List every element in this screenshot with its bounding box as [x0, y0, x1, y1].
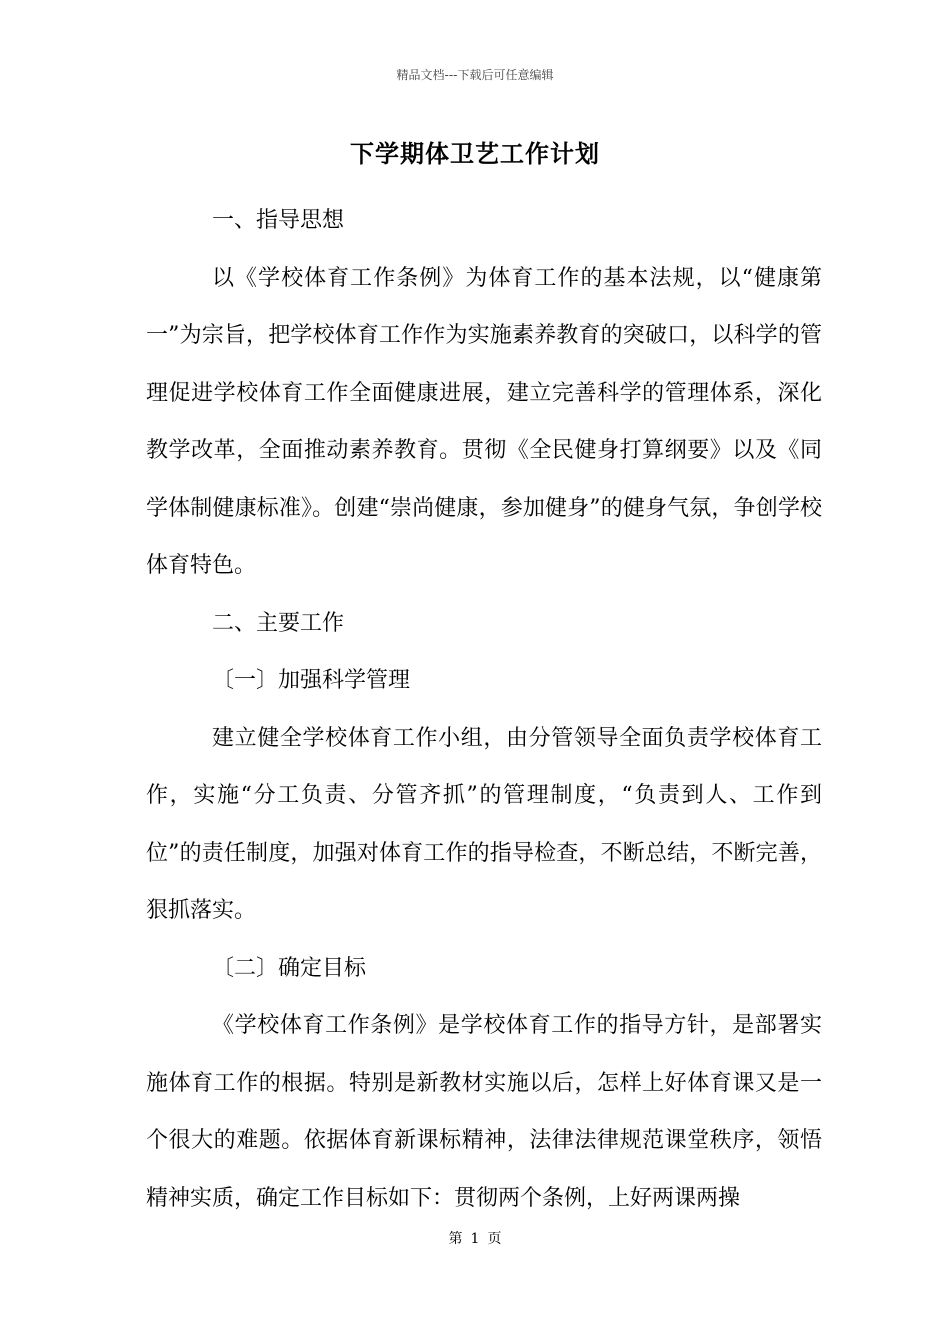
page-footer — [0, 1228, 950, 1248]
section-heading-1: 一、指导思想 — [212, 208, 345, 233]
paragraph-management: 建立健全学校体育工作小组，由分管领导全面负责学校体育工作，实施“分工负责、分管齐抓”的管理制度，“负责到人、工作到位”的责任制度，加强对体育工作的指导检查，不断总结，不断完善，狠抓落实。 — [146, 725, 822, 923]
page-header: 精品文档---下载后可任意编辑 — [396, 68, 554, 82]
section-heading-2: 二、主要工作 — [212, 610, 345, 636]
subsection-heading-1: 〔一〕加强科学管理 — [212, 668, 411, 693]
page-number-prefix: 第 — [448, 1231, 463, 1247]
document-title: 下学期体卫艺工作计划 — [350, 139, 600, 168]
subsection-heading-2: 〔二〕确定目标 — [212, 955, 367, 981]
paragraph-guiding-thought: 以《学校体育工作条例》为体育工作的基本法规，以“健康第一”为宗旨，把学校体育工作作为实施素养教育的突破口，以科学的管理促进学校体育工作全面健康进展，建立完善科学的管理体系，深化教学改革，全面推动素养教育。贯彻《全民健身打算纲要》以及《同学体制健康标准》。创建“崇尚健康，参加健身”的健身气氛，争创学校体育特色。 — [146, 265, 822, 578]
document-body — [146, 192, 822, 1227]
page-number-suffix: 页 — [487, 1231, 502, 1247]
paragraph-goals: 《学校体育工作条例》是学校体育工作的指导方针，是部署实施体育工作的根据。特别是新教材实施以后，怎样上好体育课又是一个很大的难题。依据体育新课标精神，法律法律规范课堂秩序，领悟精神实质，确定工作目标如下：贯彻两个条例，上好两课两操 — [146, 1013, 822, 1211]
page-number: 1 — [470, 1231, 480, 1247]
